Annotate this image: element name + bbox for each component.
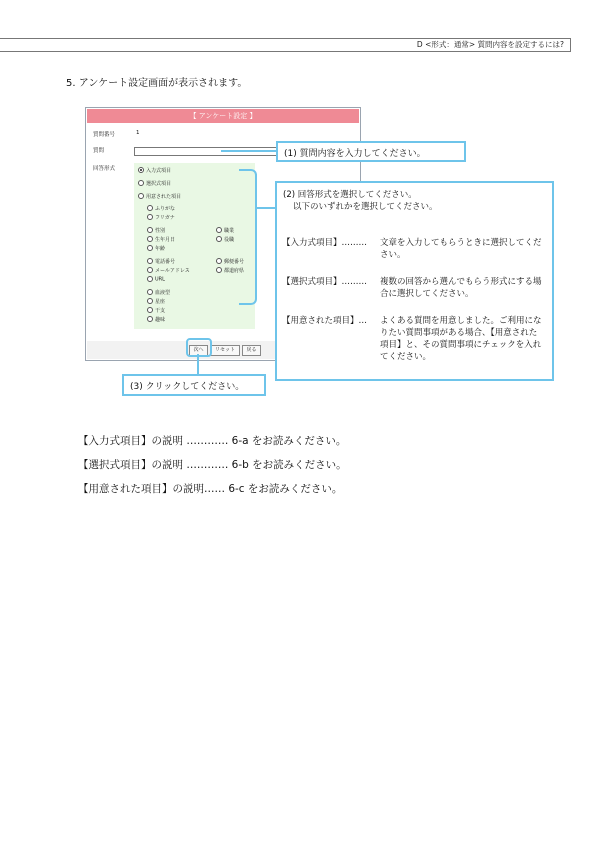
radio-icon <box>147 214 153 220</box>
callout-heading-line: 以下のいずれかを選択してください。 <box>293 202 438 212</box>
question-number-value: 1 <box>136 130 140 136</box>
options-bracket <box>239 169 257 305</box>
radio-icon <box>147 267 153 273</box>
preset-item[interactable] <box>147 227 165 234</box>
answer-options-box <box>134 163 255 329</box>
preset-item-label: URL <box>155 276 165 283</box>
option-select-type[interactable] <box>138 180 171 187</box>
preset-item[interactable] <box>147 258 175 265</box>
connector-line-3 <box>197 354 199 374</box>
header-bar <box>0 38 571 52</box>
preset-item[interactable] <box>147 276 165 283</box>
callout-heading-line: (2) 回答形式を選択してください。 <box>283 190 417 200</box>
callout-text: (3) クリックしてください。 <box>130 382 245 392</box>
radio-icon <box>147 276 153 282</box>
format-desc: 複数の回答から選んでもらう形式にする場合に選択してください。 <box>380 277 542 299</box>
preset-item[interactable] <box>147 307 165 314</box>
panel-title: 【 アンケート設定 】 <box>87 109 359 123</box>
radio-icon <box>216 236 222 242</box>
radio-selected-icon <box>138 167 144 173</box>
radio-icon <box>216 258 222 264</box>
radio-icon <box>147 227 153 233</box>
preset-item-label: 血液型 <box>155 290 171 296</box>
preset-item-label: 干支 <box>155 308 166 314</box>
callout-click <box>122 374 266 396</box>
preset-item[interactable] <box>147 236 175 243</box>
connector-line-1 <box>221 150 276 152</box>
preset-item-label: 電話番号 <box>155 259 176 265</box>
preset-item[interactable] <box>147 267 190 274</box>
option-preset-type[interactable] <box>138 193 181 200</box>
radio-icon <box>216 227 222 233</box>
header-title: D <形式：通常> 質問内容を設定するには? <box>416 40 564 49</box>
format-term: 【選択式項目】……… <box>282 277 368 287</box>
preset-item-label: 性別 <box>155 228 166 234</box>
option-label: 用意された項目 <box>146 194 182 200</box>
preset-item[interactable] <box>147 205 175 212</box>
callout-answer-format <box>275 181 554 381</box>
preset-item-label: 都道府県 <box>224 268 245 274</box>
connector-line-2 <box>256 207 275 209</box>
callout-heading <box>283 189 438 213</box>
preset-item-label: 役職 <box>224 237 235 243</box>
question-number-label: 質問番号 <box>93 132 116 138</box>
preset-item[interactable] <box>147 245 165 252</box>
preset-item-label: フリガナ <box>155 215 175 221</box>
next-button[interactable]: 次へ <box>189 345 208 356</box>
option-input-type[interactable] <box>138 167 171 174</box>
answer-format-label: 回答形式 <box>93 166 116 172</box>
format-term: 【入力式項目】……… <box>282 238 368 248</box>
callout-enter-question <box>276 141 466 162</box>
preset-item[interactable] <box>147 316 165 323</box>
option-label: 選択式項目 <box>146 181 172 187</box>
preset-item-label: ふりがな <box>155 206 176 212</box>
step-heading: 5. アンケート設定画面が表示されます。 <box>66 78 248 89</box>
format-term: 【用意された項目】… <box>282 316 368 326</box>
preset-item-label: 生年月日 <box>155 237 176 243</box>
radio-icon <box>147 316 153 322</box>
preset-item-label: 職業 <box>224 228 235 234</box>
preset-item-label: 趣味 <box>155 317 166 323</box>
preset-item[interactable] <box>216 227 234 234</box>
explanation-notes <box>78 429 347 501</box>
radio-icon <box>138 180 144 186</box>
format-desc: 文章を入力してもらうときに選択してください。 <box>380 238 542 260</box>
radio-icon <box>147 258 153 264</box>
back-button[interactable]: 戻る <box>242 345 261 356</box>
radio-icon <box>138 193 144 199</box>
question-label: 質問 <box>93 148 105 154</box>
preset-item[interactable] <box>147 289 170 296</box>
note-line: 【入力式項目】の説明 ………… 6-a をお読みください。 <box>78 435 347 447</box>
format-desc: よくある質問を用意しました。ご利用になりたい質問事項がある場合、【用意された項目】と、その質問事項にチェックを入れてください。 <box>380 316 542 362</box>
reset-button[interactable]: リセット <box>210 345 240 356</box>
preset-item[interactable] <box>216 236 234 243</box>
radio-icon <box>147 289 153 295</box>
note-line: 【用意された項目】の説明…… 6-c をお読みください。 <box>78 483 343 495</box>
radio-icon <box>147 298 153 304</box>
radio-icon <box>147 236 153 242</box>
preset-item-label: 年齢 <box>155 246 166 252</box>
radio-icon <box>147 307 153 313</box>
radio-icon <box>216 267 222 273</box>
option-label: 入力式項目 <box>146 168 172 174</box>
preset-item-label: メールアドレス <box>155 268 190 274</box>
callout-text: (1) 質問内容を入力してください。 <box>284 149 426 159</box>
next-button-highlight <box>186 338 212 357</box>
preset-item[interactable] <box>147 214 175 221</box>
preset-item-label: 郵便番号 <box>224 259 245 265</box>
radio-icon <box>147 245 153 251</box>
preset-item[interactable] <box>147 298 165 305</box>
note-line: 【選択式項目】の説明 ………… 6-b をお読みください。 <box>78 459 347 471</box>
radio-icon <box>147 205 153 211</box>
preset-item-label: 星座 <box>155 299 166 305</box>
